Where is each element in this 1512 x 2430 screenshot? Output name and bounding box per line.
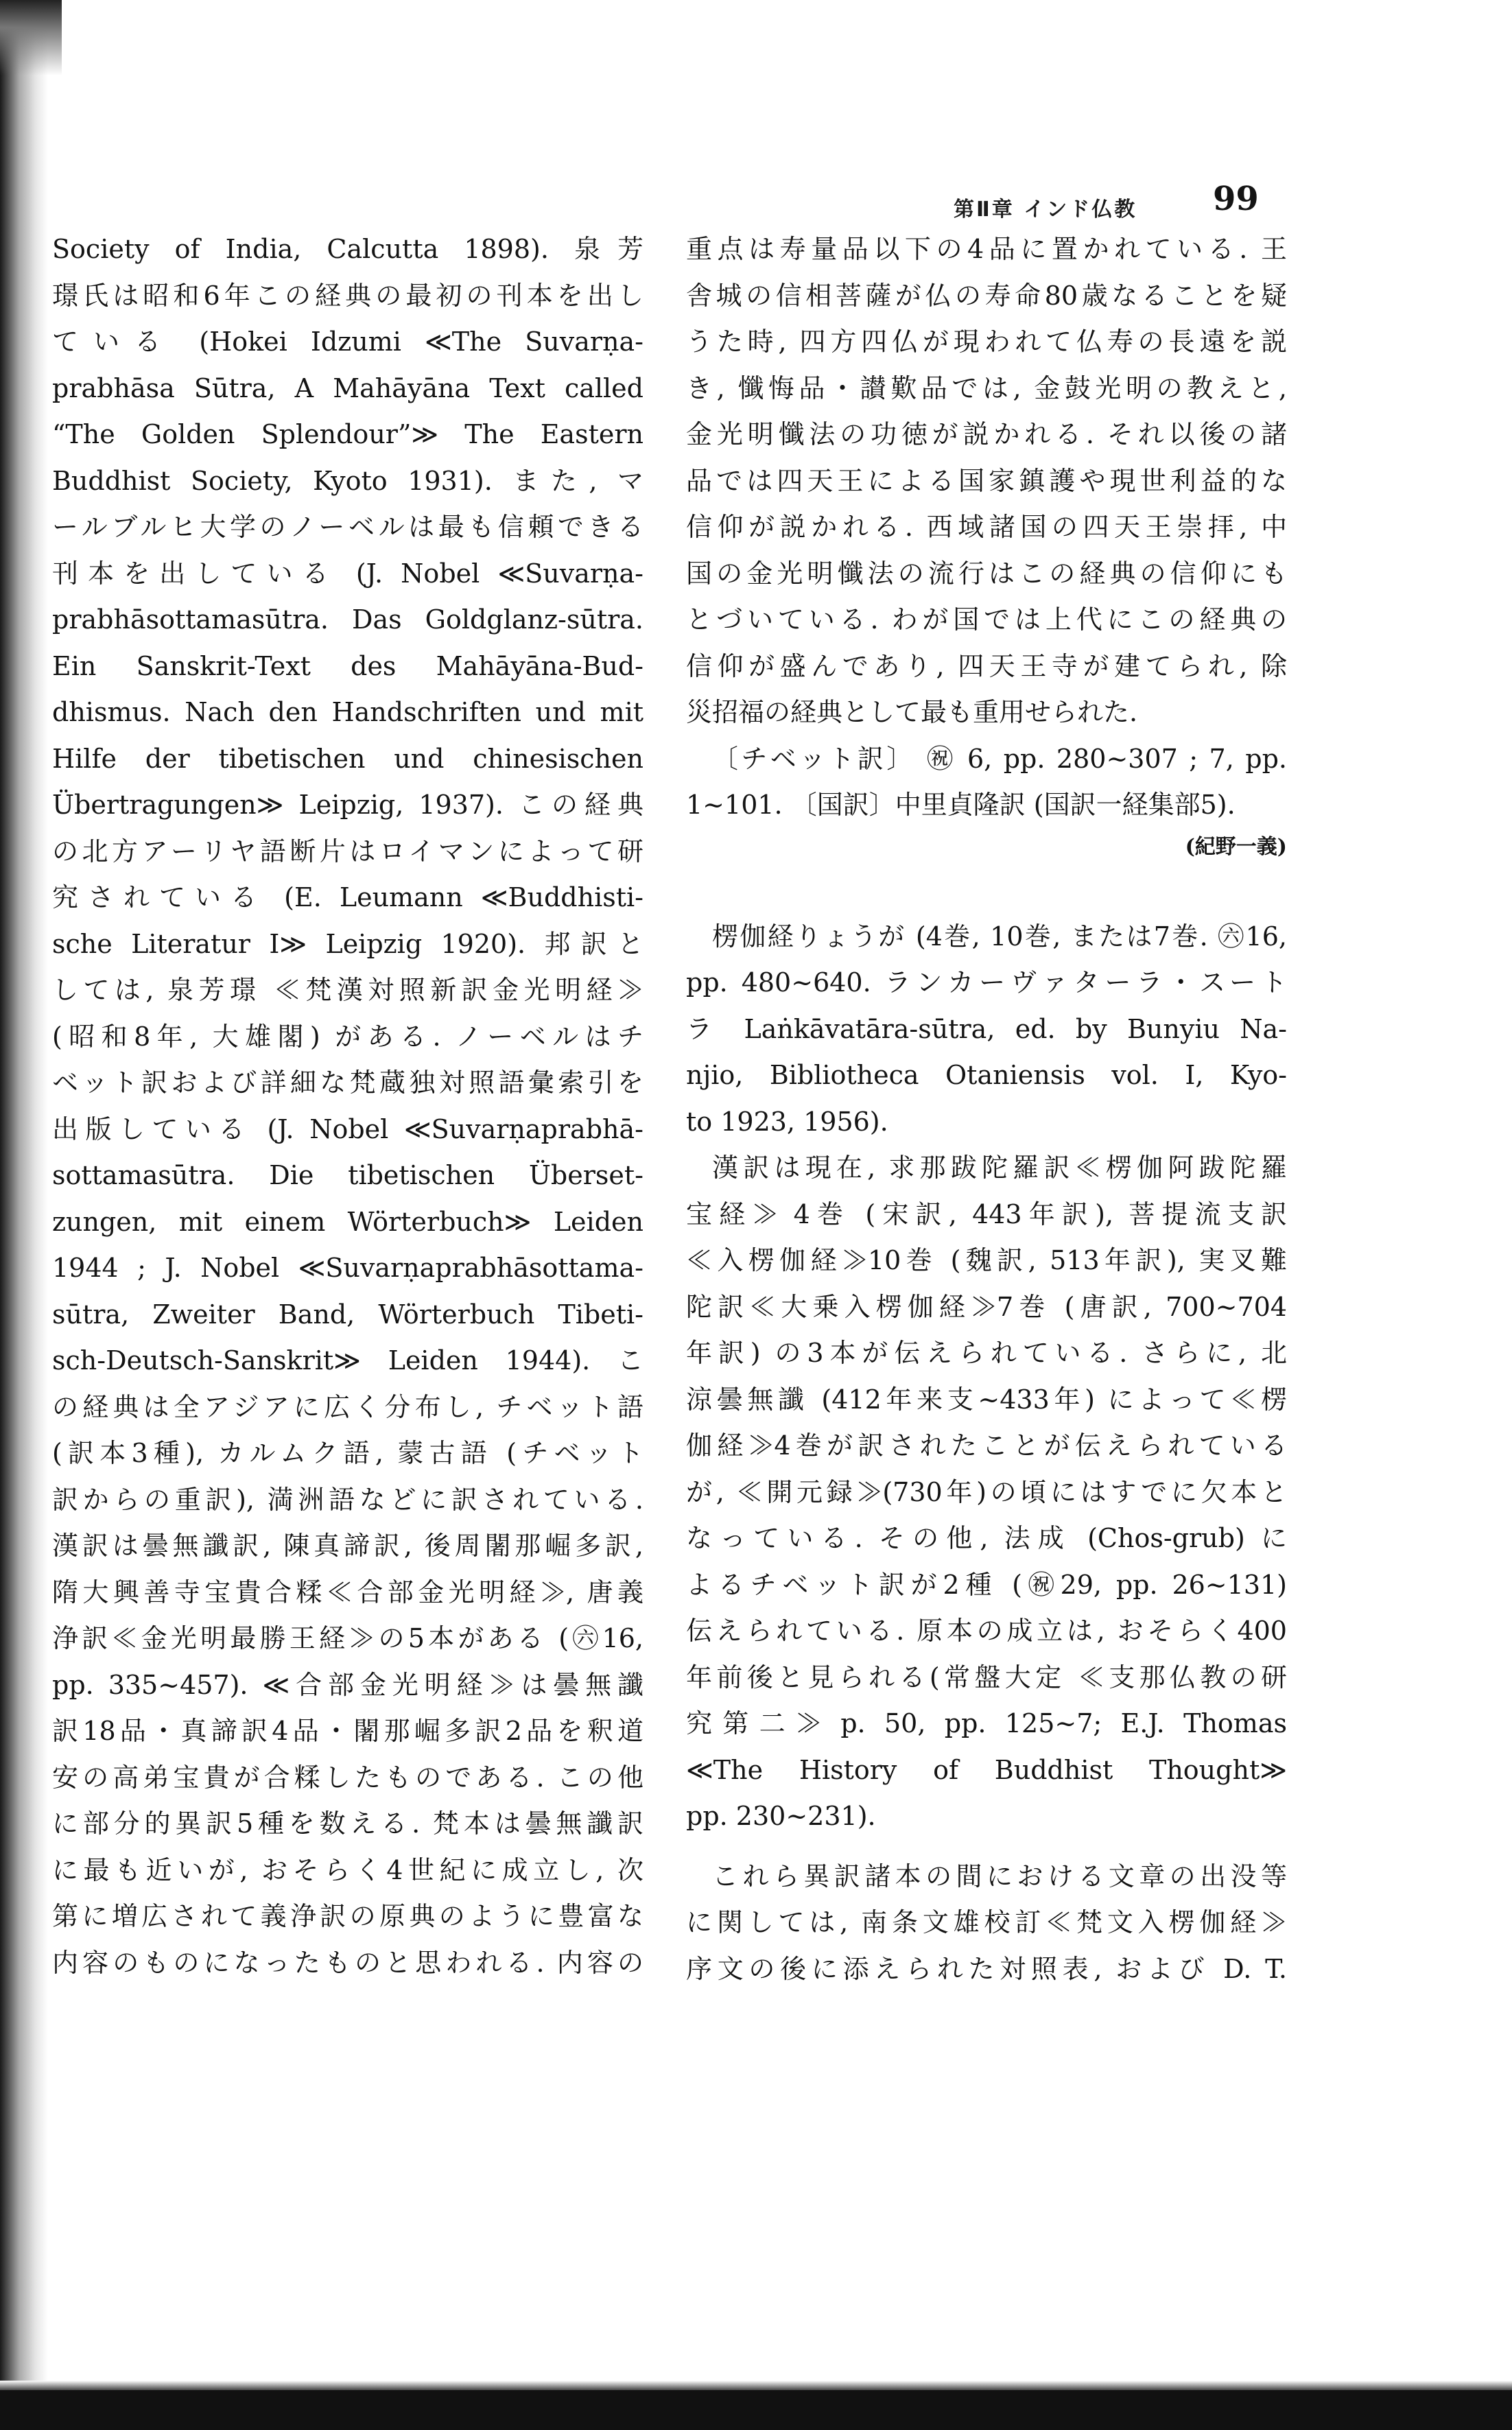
left-column xyxy=(52,226,643,2147)
right-column xyxy=(686,226,1287,2147)
text-line: njio, Bibliotheca Otaniensis vol. I, Kyo- xyxy=(686,1060,1287,1090)
text-line: Übertragungen≫ Leipzig, 1937). この経典 xyxy=(52,790,643,820)
text-line: 1944 ; J. Nobel ≪Suvarṇaprabhāsottama- xyxy=(52,1253,643,1283)
text-line: 漢訳は現在, 求那跋陀羅訳≪楞伽阿跋陀羅 xyxy=(712,1153,1287,1183)
text-line: 信仰が盛んであり, 四天王寺が建てられ, 除 xyxy=(686,650,1287,681)
text-line: sūtra, Zweiter Band, Wörterbuch Tibeti- xyxy=(52,1299,643,1330)
text-line: ≪入楞伽経≫10巻 (魏訳, 513年訳), 実叉難 xyxy=(686,1245,1287,1275)
text-line: 伝えられている. 原本の成立は, おそらく400 xyxy=(686,1616,1287,1646)
text-line: 訳18品・真諦訳4品・闍那崛多訳2品を釈道 xyxy=(52,1716,643,1746)
text-line: 〔チベット訳〕 ㊗ 6, pp. 280~307 ; 7, pp. xyxy=(712,743,1287,774)
text-line: pp. 230~231). xyxy=(686,1801,876,1831)
text-line: とづいている. わが国では上代にこの経典の xyxy=(686,604,1287,635)
text-line: sche Literatur I≫ Leipzig 1920). 邦訳と xyxy=(52,928,643,959)
text-line: 金光明懺法の功徳が説かれる. それ以後の諸 xyxy=(686,419,1287,449)
text-line: に関しては, 南条文雄校訂≪梵文入楞伽経≫ xyxy=(686,1907,1287,1937)
text-line: 国の金光明懺法の流行はこの経典の信仰にも xyxy=(686,558,1287,589)
text-line: の経典は全アジアに広く分布し, チベット語 xyxy=(52,1391,643,1422)
text-line: ラ Laṅkāvatāra-sūtra, ed. by Bunyiu Na- xyxy=(686,1013,1287,1044)
text-line: Society of India, Calcutta 1898). 泉芳 xyxy=(52,234,643,264)
text-line: 璟氏は昭和6年この経典の最初の刊本を出し xyxy=(52,280,643,311)
text-line: ベット訳および詳細な梵蔵独対照語彙索引を xyxy=(52,1067,643,1098)
text-line: 刊本を出している (J. Nobel ≪Suvarṇa- xyxy=(52,558,643,589)
text-line: to 1923, 1956). xyxy=(686,1106,888,1137)
corner-shadow xyxy=(0,0,62,75)
text-line: よるチベット訳が2種 (㊗29, pp. 26~131) xyxy=(686,1569,1287,1600)
text-line: 涼曇無讖 (412年来支~433年) によって≪楞 xyxy=(686,1384,1287,1415)
text-line: 年前後と見られる(常盤大定 ≪支那仏教の研 xyxy=(686,1662,1287,1692)
text-line: Hilfe der tibetischen und chinesischen xyxy=(52,743,643,774)
text-line: prabhāsa Sūtra, A Mahāyāna Text called xyxy=(52,373,643,403)
text-line: 品では四天王による国家鎮護や現世利益的な xyxy=(686,465,1287,496)
text-line: sch-Deutsch-Sanskrit≫ Leiden 1944). こ xyxy=(52,1345,643,1376)
author-credit: (紀野一義) xyxy=(1185,834,1287,859)
text-line: 信仰が説かれる. 西域諸国の四天王崇拝, 中 xyxy=(686,512,1287,542)
text-line: zungen, mit einem Wörterbuch≫ Leiden xyxy=(52,1206,643,1237)
page-number: 99 xyxy=(1213,180,1259,218)
text-line: 陀訳≪大乗入楞伽経≫7巻 (唐訳, 700~704 xyxy=(686,1291,1287,1322)
text-line: ールブルヒ大学のノーベルは最も信頼できる xyxy=(52,512,643,542)
text-line: に最も近いが, おそらく4世紀に成立し, 次 xyxy=(52,1854,643,1885)
text-line: 隋大興善寺宝貴合糅≪合部金光明経≫, 唐義 xyxy=(52,1577,643,1607)
text-line: しては, 泉芳璟 ≪梵漢対照新訳金光明経≫ xyxy=(52,975,643,1005)
text-line: 内容のものになったものと思われる. 内容の xyxy=(52,1947,643,1978)
text-line: 訳からの重訳), 満洲語などに訳されている. xyxy=(52,1484,643,1515)
text-line: 究されている (E. Leumann ≪Buddhisti- xyxy=(52,882,643,912)
text-line: ≪The History of Buddhist Thought≫ xyxy=(686,1754,1287,1785)
text-line: Buddhist Society, Kyoto 1931). また, マ xyxy=(52,465,643,496)
text-line: き, 懺悔品・讃歎品では, 金鼓光明の教えと, xyxy=(686,373,1287,403)
text-line: 舎城の信相菩薩が仏の寿命80歳なることを疑 xyxy=(686,280,1287,311)
text-line: 重点は寿量品以下の4品に置かれている. 王 xyxy=(686,234,1287,264)
text-line: に部分的異訳5種を数える. 梵本は曇無讖訳 xyxy=(52,1808,643,1839)
text-line: これら異訳諸本の間における文章の出没等 xyxy=(712,1861,1287,1891)
text-line: (昭和8年, 大雄閣) がある. ノーベルはチ xyxy=(52,1021,643,1052)
text-line: ている (Hokei Idzumi ≪The Suvarṇa- xyxy=(52,327,643,357)
text-line: 宝経≫ 4巻 (宋訳, 443年訳), 菩提流支訳 xyxy=(686,1199,1287,1229)
text-line: 安の高弟宝貴が合糅したものである. この他 xyxy=(52,1762,643,1793)
chapter-title: 第Ⅱ章 インド仏教 xyxy=(954,198,1137,222)
text-line: 伽経≫4巻が訳されたことが伝えられている xyxy=(686,1430,1287,1461)
text-line: 究第二≫ p. 50, pp. 125~7; E.J. Thomas xyxy=(686,1708,1287,1738)
binding-shadow xyxy=(0,0,48,2381)
text-line: 年訳) の3本が伝えられている. さらに, 北 xyxy=(686,1338,1287,1368)
text-line: 災招福の経典として最も重用せられた. xyxy=(686,697,1138,727)
text-line: 序文の後に添えられた対照表, および D. T. xyxy=(686,1953,1287,1984)
text-line: pp. 335~457). ≪合部金光明経≫は曇無讖 xyxy=(52,1669,643,1700)
text-line: うた時, 四方四仏が現われて仏寿の長遠を説 xyxy=(686,327,1287,357)
text-line: (訳本3種), カルムク語, 蒙古語 (チベット xyxy=(52,1438,643,1468)
text-line: sottamasūtra. Die tibetischen Überset- xyxy=(52,1160,643,1190)
text-line: prabhāsottamasūtra. Das Goldglanz-sūtra. xyxy=(52,604,643,635)
text-line: 漢訳は曇無讖訳, 陳真諦訳, 後周闍那崛多訳, xyxy=(52,1531,643,1561)
text-line: “The Golden Splendour”≫ The Eastern xyxy=(52,419,643,449)
text-line: なっている. その他, 法成 (Chos-grub) に xyxy=(686,1523,1287,1553)
scan-bottom-edge xyxy=(0,2390,1512,2430)
text-line: dhismus. Nach den Handschriften und mit xyxy=(52,697,643,727)
text-line: が, ≪開元録≫(730年)の頃にはすでに欠本と xyxy=(686,1476,1287,1507)
text-line: pp. 480~640. ランカーヴァターラ・スート xyxy=(686,967,1287,998)
text-line: 第に増広されて義浄訳の原典のように豊富な xyxy=(52,1901,643,1931)
entry-heading-line: 楞伽経りょうが (4巻, 10巻, または7巻. ㊅16, xyxy=(712,921,1287,952)
running-head xyxy=(954,180,1269,228)
text-line: 1~101. 〔国訳〕中里貞隆訳 (国訳一経集部5). xyxy=(686,790,1236,820)
text-line: の北方アーリヤ語断片はロイマンによって研 xyxy=(52,836,643,866)
text-line: Ein Sanskrit-Text des Mahāyāna-Bud- xyxy=(52,650,643,681)
text-line: 浄訳≪金光明最勝王経≫の5本がある (㊅16, xyxy=(52,1623,643,1653)
text-line: 出版している (J. Nobel ≪Suvarṇaprabhā- xyxy=(52,1113,643,1144)
